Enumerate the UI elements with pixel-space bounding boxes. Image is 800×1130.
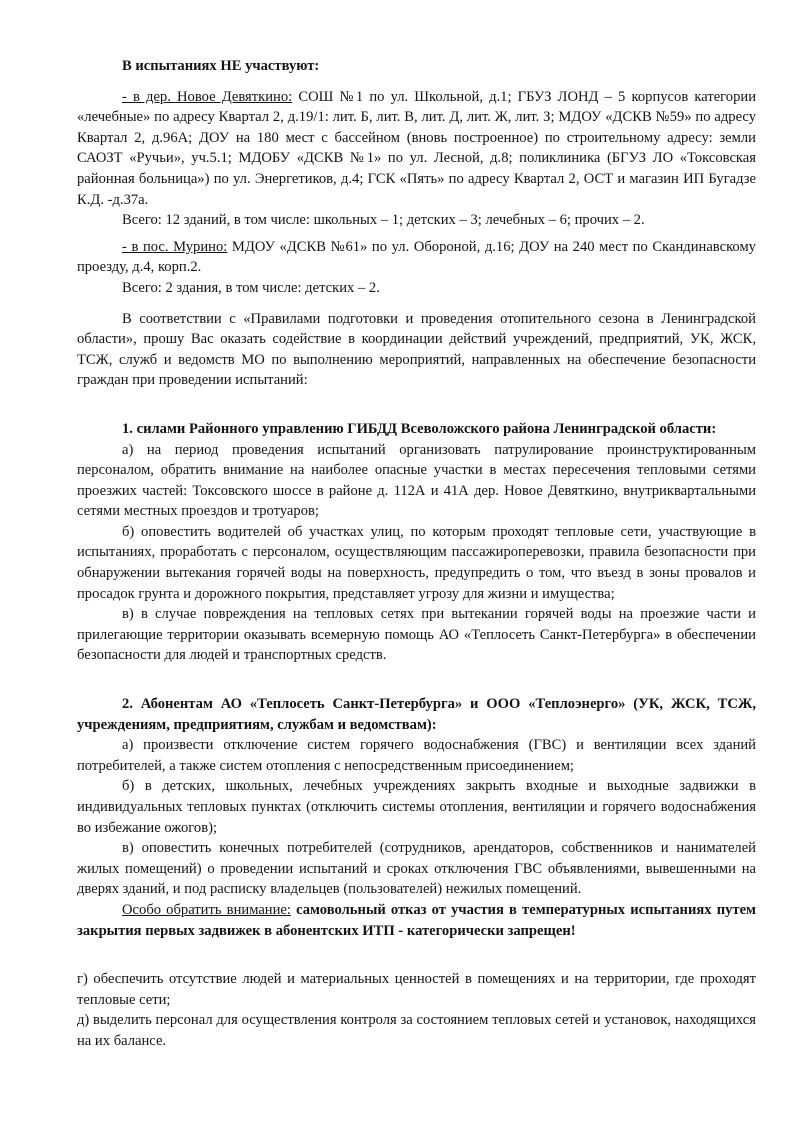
section1-item-a: а) на период проведения испытаний организовать патрулирование проинструктированным персоналом, обратить внимание на наиболее опасные участки в местах пересечения тепловыми сетями проезжих частей: Токсовского шоссе в районе д. 112А и 41А дер. Новое Девяткино, внутриквартальными сетями местных проездов и тротуаров; bbox=[77, 441, 756, 520]
section2-item-d: д) выделить персонал для осуществления контроля за состоянием тепловых сетей и установок, находящихся на их балансе. bbox=[77, 1012, 756, 1049]
attention-label: Особо обратить внимание: bbox=[122, 901, 291, 918]
section1-item-v: в) в случае повреждения на тепловых сетях при вытекании горячей воды на проезжие части и прилегающие территории оказывать всемерную помощь АО «Теплосеть Санкт-Петербурга» в обеспечении безопасности для людей и транспортных средств. bbox=[77, 606, 756, 664]
section1-title: 1. силами Районного управлению ГИБДД Всеволожского района Ленинградской области: bbox=[122, 420, 717, 437]
section2-item-b: б) в детских, школьных, лечебных учреждениях закрыть входные и выходные задвижки в индивидуальных тепловых пунктах (отключить системы отопления, вентиляции и горячего водоснабжения во избежание ожогов); bbox=[77, 778, 756, 836]
murino-total: Всего: 2 здания, в том числе: детских – 2. bbox=[122, 279, 380, 296]
devyatkino-label: - в дер. Новое Девяткино: bbox=[122, 88, 293, 105]
attention-paragraph bbox=[77, 900, 756, 941]
murino-label: - в пос. Мурино: bbox=[122, 238, 228, 255]
devyatkino-paragraph bbox=[77, 87, 756, 211]
section1-item-b: б) оповестить водителей об участках улиц, по которым проходят тепловые сети, участвующие в испытаниях, проработать с персоналом, осуществляющим пассажироперевозки, правила безопасности при обнаружении вытекания горячей воды на поверхность, предупредить о том, что въезд в зоны провалов и просадок грунта и дорожного покрытия, представляет угрозу для жизни и имущества; bbox=[77, 523, 756, 602]
section2-item-v: в) оповестить конечных потребителей (сотрудников, арендаторов, собственников и нанимателей жилых помещений) о проведении испытаний и сроках отключения ГВС объявлениями, вывешенными на дверях зданий, и под расписку владельцев (пользователей) нежилых помещений. bbox=[77, 840, 756, 898]
excluded-heading: В испытаниях НЕ участвуют: bbox=[122, 58, 320, 74]
attention-text: самовольный отказ от участия в температурных испытаниях путем закрытия первых задвижек в абонентских ИТП - категорически запрещен! bbox=[77, 901, 756, 939]
section2-item-a: а) произвести отключение систем горячего водоснабжения (ГВС) и вентиляции всех зданий потребителей, а также систем отопления с непосредственным присоединением; bbox=[77, 737, 756, 774]
murino-paragraph bbox=[77, 237, 756, 278]
section2-title: 2. Абонентам АО «Теплосеть Санкт-Петербурга» и ООО «Теплоэнерго» (УК, ЖСК, ТСЖ, учреждениям, предприятиям, службам и ведомствам): bbox=[77, 696, 756, 733]
intro-paragraph: В соответствии с «Правилами подготовки и проведения отопительного сезона в Ленинградской области», прошу Вас оказать содействие в координации действий учреждений, предприятий, УК, ЖСК, ТСЖ, служб и ведомств МО по выполнению мероприятий, направленных на обеспечение безопасности граждан при проведении испытаний: bbox=[77, 310, 756, 389]
section2-item-g: г) обеспечить отсутствие людей и материальных ценностей в помещениях и на территории, где проходят тепловые сети; bbox=[77, 971, 756, 1008]
murino-text: МДОУ «ДСКВ №61» по ул. Обороной, д.16; ДОУ на 240 мест по Скандинавскому проезду, д.4, корп.2. bbox=[77, 238, 756, 276]
devyatkino-total: Всего: 12 зданий, в том числе: школьных – 1; детских – 3; лечебных – 6; прочих – 2. bbox=[122, 212, 645, 229]
devyatkino-text: СОШ №1 по ул. Школьной, д.1; ГБУЗ ЛОНД – 5 корпусов категории «лечебные» по адресу Квартал 2, д.19/1: лит. Б, лит. В, лит. Д, лит. Ж, лит. З; МДОУ «ДСКВ №59» по адресу Квартал 2, д.96А; ДОУ на 180 мест с бассейном (вновь построенное) по строительному адресу: земли САОЗТ «Ручьи», уч.5.1; МДОБУ «ДСКВ №1» по ул. Лесной, д.8; поликлиника (БГУЗ ЛО «Токсовская районная больница») по ул. Энергетиков, д.4; ГСК «Пять» по адресу Квартал 2, ОСТ и магазин ИП Бугадзе К.Д. -д.37а. bbox=[77, 88, 757, 208]
